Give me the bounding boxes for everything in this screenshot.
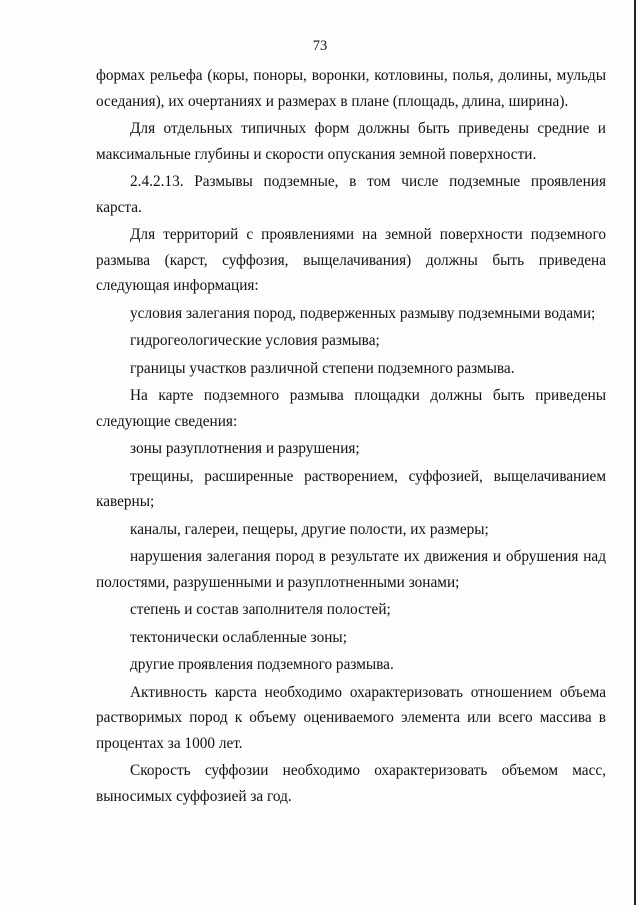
page-number: 73	[312, 38, 328, 54]
page-edge	[634, 0, 636, 905]
paragraph-relief-forms: формах рельефа (коры, поноры, воронки, котловины, полья, долины, мульды оседания), их очертаниях и размерах в плане (площадь, длина, ширина).	[96, 67, 606, 110]
list-item: каналы, галереи, пещеры, другие полости, их размеры;	[130, 520, 489, 538]
list-item: зоны разуплотнения и разрушения;	[130, 440, 360, 457]
list-item: гидрогеологические условия размыва;	[130, 332, 380, 349]
list-item: степень и состав заполнителя полостей;	[130, 601, 391, 618]
paragraph-map-info: На карте подземного размыва площадки должны быть приведены следующие сведения:	[96, 387, 606, 430]
list-item: условия залегания пород, подверженных размыву подземными водами;	[130, 304, 596, 322]
section-heading-2-4-2-13: 2.4.2.13. Размывы подземные, в том числе подземные проявления карста.	[96, 173, 606, 216]
paragraph-karst-activity: Активность карста необходимо охарактеризовать отношением объема растворимых пород к объему оцениваемого элемента или всего массива в процентах за 1000 лет.	[96, 683, 606, 752]
list-item: трещины, расширенные растворением, суффозией, выщелачиванием каверны;	[96, 467, 606, 510]
list-item: границы участков различной степени подземного размыва.	[130, 359, 515, 377]
list-item: другие проявления подземного размыва.	[130, 656, 394, 673]
paragraph-territories: Для территорий с проявлениями на земной поверхности подземного размыва (карст, суффозия, выщелачивания) должны быть приведена следующая информация:	[96, 226, 606, 294]
list-item: нарушения залегания пород в результате их движения и обрушения над полостями, разрушенными и разуплотненными зонами;	[96, 548, 606, 591]
paragraph-typical-forms: Для отдельных типичных форм должны быть приведены средние и максимальные глубины и скорости опускания земной поверхности.	[96, 120, 606, 163]
list-item: тектонически ослабленные зоны;	[130, 628, 347, 646]
document-body	[96, 63, 606, 809]
paragraph-suffosion-rate: Скорость суффозии необходимо охарактеризовать объемом масс, выносимых суффозией за год.	[96, 762, 606, 805]
